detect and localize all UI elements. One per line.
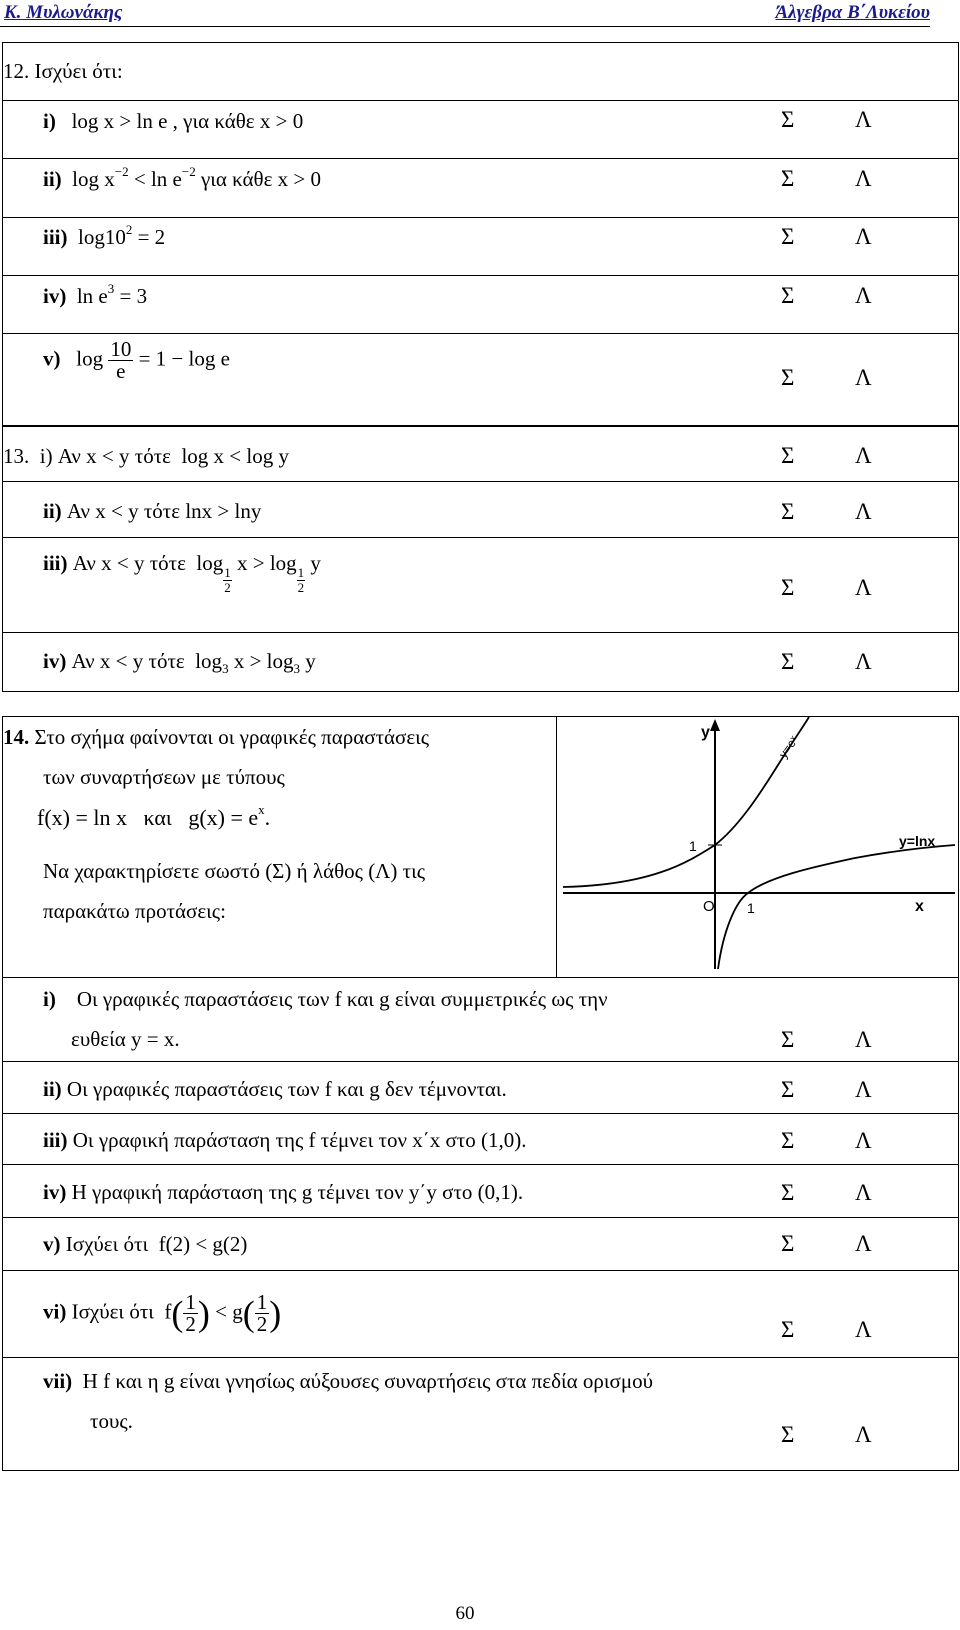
statement: ευθεία y = x.	[71, 1027, 180, 1051]
statement: iii) $\log 10^2 = 2$	[43, 222, 166, 249]
page-number: 60	[455, 1603, 475, 1624]
exercise-14: 14. Στο σχήμα φαίνονται οι γραφικές παραστάσεις των συναρτήσεων με τύπους f(x) = ln x και $g(x) = e^x$. Να χαρακτηρίσετε σωστό (Σ) ή λάθος (Λ) τις παρακάτω προτάσεις: y x O 1 1 y=eˣ y=lnx i) Οι γραφικές παραστάσεις των f και g είναι συμμετρικές ως την ευθεία y = x. ii) Οι γραφικές παραστάσεις των f και g δεν τέμνονται. iii) Οι γραφική παράσταση της f τέμνει τον x΄x στο (1,0). iv) Η γραφική παράσταση της g τέμνει τον y΄y στο (0,1). v) Ισχύει ότι f(2) < g(2) vi) Ισχύει ότι f( $\frac{1}{2}$ ) < g( $\frac{1}{2}$ ) vii) Η f και η g είναι γνησίως αύξουσες συναρτήσεις στα πεδία ορισμού τους. Σ Λ Σ Λ Σ Λ Σ Λ Σ Λ Σ Λ Σ Λ	[2, 716, 959, 1471]
formula: f(x) = ln x και $g(x) = e^x$.	[37, 802, 271, 830]
header-author: Κ. Μυλωνάκης	[4, 2, 123, 23]
statement: vii) Η f και η g είναι γνησίως αύξουσες συναρτήσεις στα πεδία ορισμού	[43, 1369, 653, 1393]
exercise-intro: 14. Στο σχήμα φαίνονται οι γραφικές παραστάσεις	[3, 725, 430, 749]
exercise-12: 12. Ισχύει ότι: i) log x > ln e , για κάθε x > 0 ii) $\log x^{-2} < \ln e^{-2}$ για κάθε x > 0 iii) $\log 10^2 = 2$ iv) $\ln e^3 = 3$ v) log $\frac{10}{e}$ = 1 − log e Σ Λ Σ Λ Σ Λ Σ Λ Σ Λ	[2, 42, 959, 426]
exercise-intro: των συναρτήσεων με τύπους	[43, 765, 285, 789]
statement: iv) Η γραφική παράσταση της g τέμνει τον y΄y στο (0,1).	[43, 1180, 524, 1204]
origin-label: O	[703, 898, 715, 915]
function-graph	[563, 717, 958, 972]
statement: iv) $\ln e^3 = 3$	[43, 281, 148, 308]
statement: vi) Ισχύει ότι f( $\frac{1}{2}$ ) < g( $\frac{1}{2}$ )	[43, 1290, 282, 1336]
tick-label-x: 1	[747, 900, 755, 916]
exercise-title: 12. Ισχύει ότι:	[3, 59, 123, 83]
log-curve-label: y=lnx	[899, 833, 936, 849]
statement: iv) Αν x < y τότε $\log_3 x > \log_3 y$	[43, 649, 316, 677]
statement: i) log x > ln e , για κάθε x > 0	[43, 109, 304, 133]
exercise-instruction: παρακάτω προτάσεις:	[43, 899, 226, 923]
statement: ii) Αν x < y τότε lnx > lny	[43, 499, 262, 523]
header-book: Άλγεβρα Β΄Λυκείου	[775, 2, 930, 23]
statement: ii) $\log x^{-2} < \ln e^{-2}$ για κάθε x > 0	[43, 164, 322, 191]
y-axis-label: y	[701, 724, 710, 741]
statement: v) log $\frac{10}{e}$ = 1 − log e	[43, 337, 230, 383]
exp-curve-label: y=eˣ	[775, 733, 802, 761]
x-axis-label: x	[915, 898, 924, 915]
tick-label-y: 1	[689, 838, 697, 854]
statement: iii) Οι γραφική παράσταση της f τέμνει τον x΄x στο (1,0).	[43, 1128, 527, 1152]
statement: ii) Οι γραφικές παραστάσεις των f και g δεν τέμνονται.	[43, 1077, 507, 1101]
exercise-13: 13. i) Αν x < y τότε log x < log y ii) Αν x < y τότε lnx > lny iii) Αν x < y τότε log $\frac{1}{2}$ x > log $\frac{1}{2}$ y iv) Αν x < y τότε $\log_3 x > \log_3 y$ Σ Λ Σ Λ Σ Λ Σ Λ	[2, 426, 959, 692]
statement: i) Οι γραφικές παραστάσεις των f και g είναι συμμετρικές ως την	[43, 987, 608, 1011]
statement: iii) Αν x < y τότε log $\frac{1}{2}$ x > log $\frac{1}{2}$ y	[43, 551, 321, 595]
statement: v) Ισχύει ότι f(2) < g(2)	[43, 1232, 248, 1256]
exercise-instruction: Να χαρακτηρίσετε σωστό (Σ) ή λάθος (Λ) τις	[43, 859, 426, 883]
statement: τους.	[90, 1409, 133, 1433]
statement: 13. i) Αν x < y τότε log x < log y	[3, 444, 289, 468]
page-header	[0, 0, 930, 27]
